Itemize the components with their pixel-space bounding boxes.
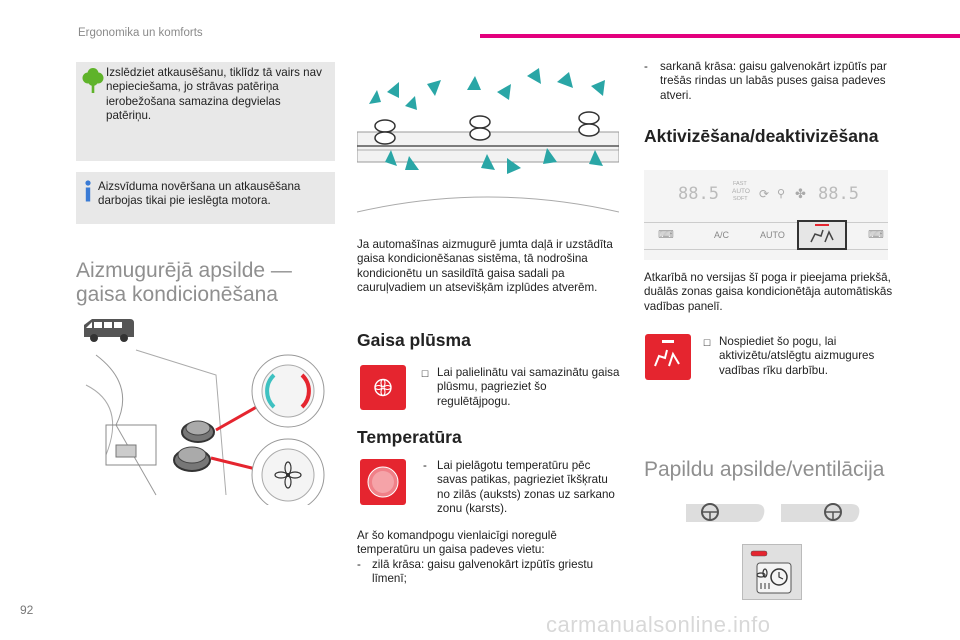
dash-bullet: - (357, 558, 361, 571)
section-heading-rear-heating: Aizmugurējā apsilde — gaisa kondicionēšana (76, 259, 292, 306)
rear-ac-activation-button[interactable] (645, 334, 691, 380)
steering-wheel-lhd-icon (686, 500, 766, 526)
rear-ac-toggle-button[interactable] (797, 220, 847, 250)
steering-wheel-rhd-icon (781, 500, 861, 526)
temperature-heading: Temperatūra (357, 427, 462, 447)
red-zone-text: sarkanā krāsa: gaisu galvenokārt izpūtīs par trešās rindas un labās puses gaisa padeves atveri. (660, 60, 887, 102)
airflow-heading: Gaisa plūsma (357, 330, 471, 350)
fan-indicator-icon: ✤ (795, 186, 806, 201)
auto-button[interactable]: AUTO (760, 230, 785, 240)
eco-leaf-icon (82, 68, 104, 94)
front-defrost-button[interactable]: ⌨ (868, 229, 884, 241)
airflow-instruction: Lai palielinātu vai samazinātu gaisa plūsmu, pagrieziet šo regulētājpogu. (437, 366, 620, 408)
rear-controls-illustration (76, 345, 336, 505)
page-number: 92 (20, 603, 34, 617)
header-accent-bar (480, 34, 960, 38)
activation-heading: Aktivizēšana/deaktivizēšana (644, 126, 879, 146)
left-temp-display: 88.5 (678, 184, 719, 204)
activation-instruction: Nospiediet šo pogu, lai aktivizētu/atslēgtu aizmugures vadības rīku darbību. (719, 335, 875, 377)
recirculation-indicator-icon: ⟳ (759, 187, 770, 201)
bullet-icon: ☐ (421, 369, 430, 379)
temperature-wheel-button[interactable] (360, 459, 406, 505)
right-temp-display: 88.5 (818, 184, 859, 204)
rear-defrost-button[interactable]: ⌨ (658, 229, 674, 241)
extra-heater-button[interactable] (742, 544, 802, 600)
front-ac-control-panel (644, 170, 888, 260)
soft-label: SOFT (733, 196, 748, 202)
ac-button[interactable]: A/C (714, 230, 730, 240)
watermark: carmanualsonline.info (546, 612, 771, 637)
van-icon (80, 317, 136, 343)
eco-tip-text: Izslēdziet atkausēšanu, tiklīdz tā vairs nav nepieciešama, jo strāvas patēriņa ierobežošana samazina degvielas patēriņu. (106, 66, 322, 122)
fast-label: FAST (733, 181, 747, 187)
temperature-note-intro: Ar šo komandpogu vienlaicīgi noregulē temperatūru un gaisa padeves vietu: (357, 529, 557, 557)
airflow-knob-button[interactable] (360, 365, 406, 410)
bullet-icon: ☐ (703, 338, 712, 348)
dash-bullet: - (423, 459, 427, 472)
auto-label: AUTO (732, 188, 750, 195)
rear-ac-intro-text: Ja automašīnas aizmugurē jumta daļā ir uzstādīta gaisa kondicionēšanas sistēma, tā nodrošina kondicionētu un sasildītā gaisa sadali pa cauruļvadiem un atsevišķām izplūdes atverēm. (357, 238, 613, 294)
airflow-indicator-icon: ⚲ (777, 188, 786, 200)
info-note-text: Aizsvīduma novēršana un atkausēšana darbojas tikai pie ieslēgta motora. (98, 180, 301, 208)
ceiling-vents-illustration (357, 62, 619, 234)
temperature-instruction: Lai pielāgotu temperatūru pēc savas patikas, pagrieziet īkšķratu no zilās (auksts) zonas uz sarkano zonu (karsts). (437, 459, 615, 515)
info-icon (84, 180, 92, 202)
activation-description: Atkarībā no versijas šī poga ir pieejama priekšā, duālās zonas gaisa kondicionētāja automātiskās vadības panelī. (644, 271, 893, 313)
blue-zone-text: zilā krāsa: gaisu galvenokārt izpūtīs griestu līmenī; (372, 558, 594, 586)
dash-bullet: - (644, 60, 648, 73)
section-title: Ergonomika un komforts (78, 27, 203, 39)
extra-heating-heading: Papildu apsilde/ventilācija (644, 458, 885, 481)
